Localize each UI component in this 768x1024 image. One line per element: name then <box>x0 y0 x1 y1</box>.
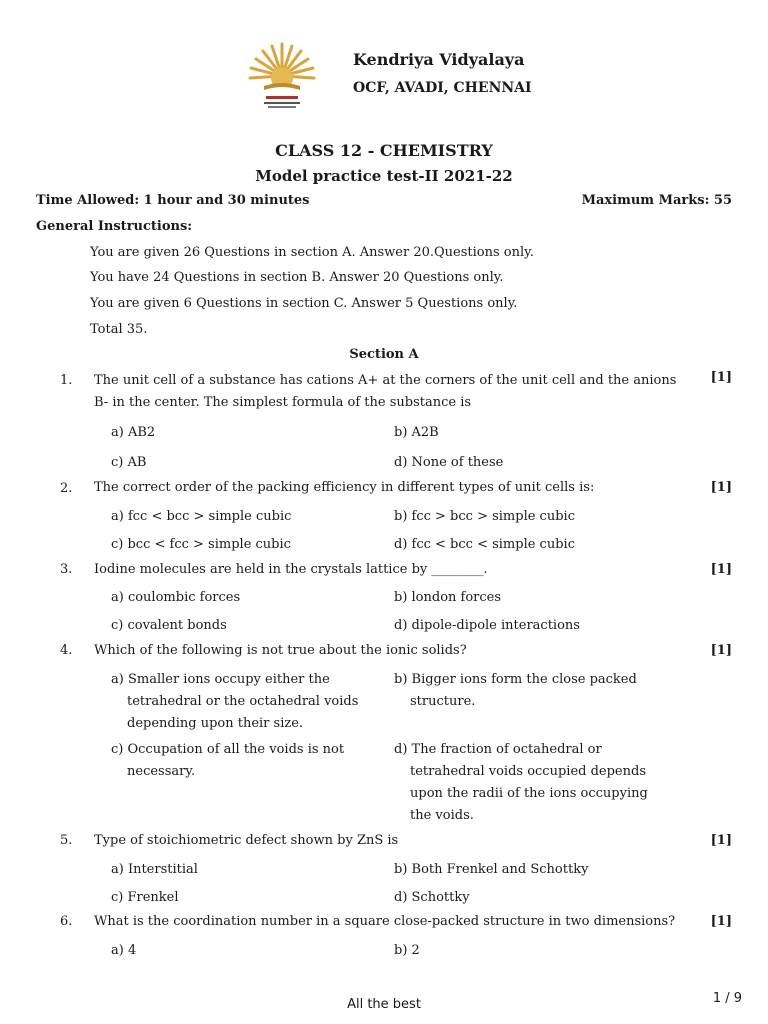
question-text: The unit cell of a substance has cations A+ at the corners of the unit cell and the anions B- in the center. The simplest formula of the substance is <box>94 373 677 410</box>
answer-option: c) covalent bonds <box>111 618 227 633</box>
question-marks: [1] <box>710 914 732 929</box>
question-text: Which of the following is not true about the ionic solids? <box>94 643 467 658</box>
answer-option: c) Occupation of all the voids is not necessary. <box>111 742 345 779</box>
school-name: Kendriya Vidyalaya <box>353 50 525 69</box>
instruction-line: You are given 26 Questions in section A. Answer 20.Questions only. <box>90 245 534 260</box>
answer-option: b) Bigger ions form the close packed structure. <box>394 672 637 709</box>
question-marks: [1] <box>710 480 732 495</box>
question-marks: [1] <box>710 643 732 658</box>
question-text: Iodine molecules are held in the crystals lattice by ________. <box>94 562 488 577</box>
exam-title: CLASS 12 - CHEMISTRY <box>275 141 493 160</box>
answer-option: d) fcc < bcc < simple cubic <box>394 537 575 552</box>
answer-option: a) fcc < bcc > simple cubic <box>111 509 292 524</box>
answer-option: d) None of these <box>394 455 504 470</box>
school-location: OCF, AVADI, CHENNAI <box>353 80 532 96</box>
answer-option: d) Schottky <box>394 890 470 905</box>
question-number: 6. <box>60 914 73 929</box>
footer-text: All the best <box>347 997 421 1012</box>
question-number: 4. <box>60 643 73 658</box>
question-marks: [1] <box>710 562 732 577</box>
section-title: Section A <box>349 347 419 362</box>
answer-option: b) A2B <box>394 425 439 440</box>
answer-option: d) dipole-dipole interactions <box>394 618 580 633</box>
exam-subtitle: Model practice test-II 2021-22 <box>255 167 513 185</box>
question-number: 2. <box>60 481 73 496</box>
answer-option: b) Both Frenkel and Schottky <box>394 862 589 877</box>
answer-option: d) The fraction of octahedral or tetrahedral voids occupied depends upon the radii of the ions occupying the voids. <box>394 742 648 823</box>
answer-option: a) AB2 <box>111 425 156 440</box>
question-text: The correct order of the packing efficiency in different types of unit cells is: <box>94 480 595 495</box>
answer-option: a) 4 <box>111 943 137 958</box>
question-number: 1. <box>60 373 73 388</box>
maximum-marks: Maximum Marks: 55 <box>581 193 732 208</box>
answer-option: c) Frenkel <box>111 890 179 905</box>
answer-option: a) Smaller ions occupy either the tetrahedral or the octahedral voids depending upon their size. <box>111 672 359 731</box>
answer-option: b) 2 <box>394 943 420 958</box>
question-marks: [1] <box>710 370 732 385</box>
question-number: 5. <box>60 833 73 848</box>
page-number: 1 / 9 <box>712 991 742 1006</box>
time-allowed: Time Allowed: 1 hour and 30 minutes <box>36 193 310 208</box>
answer-option: c) bcc < fcc > simple cubic <box>111 537 291 552</box>
answer-option: b) london forces <box>394 590 502 605</box>
instruction-line: Total 35. <box>90 322 148 337</box>
instructions-heading: General Instructions: <box>36 219 193 234</box>
question-text: Type of stoichiometric defect shown by ZnS is <box>94 833 399 848</box>
question-number: 3. <box>60 562 73 577</box>
question-text: What is the coordination number in a square close-packed structure in two dimensions? <box>94 914 676 929</box>
answer-option: a) Interstitial <box>111 862 198 877</box>
answer-option: b) fcc > bcc > simple cubic <box>394 509 575 524</box>
answer-option: c) AB <box>111 455 147 470</box>
instruction-line: You are given 6 Questions in section C. Answer 5 Questions only. <box>90 296 518 311</box>
answer-option: a) coulombic forces <box>111 590 241 605</box>
instruction-line: You have 24 Questions in section B. Answer 20 Questions only. <box>90 270 504 285</box>
school-logo-icon <box>246 40 318 112</box>
question-marks: [1] <box>710 833 732 848</box>
